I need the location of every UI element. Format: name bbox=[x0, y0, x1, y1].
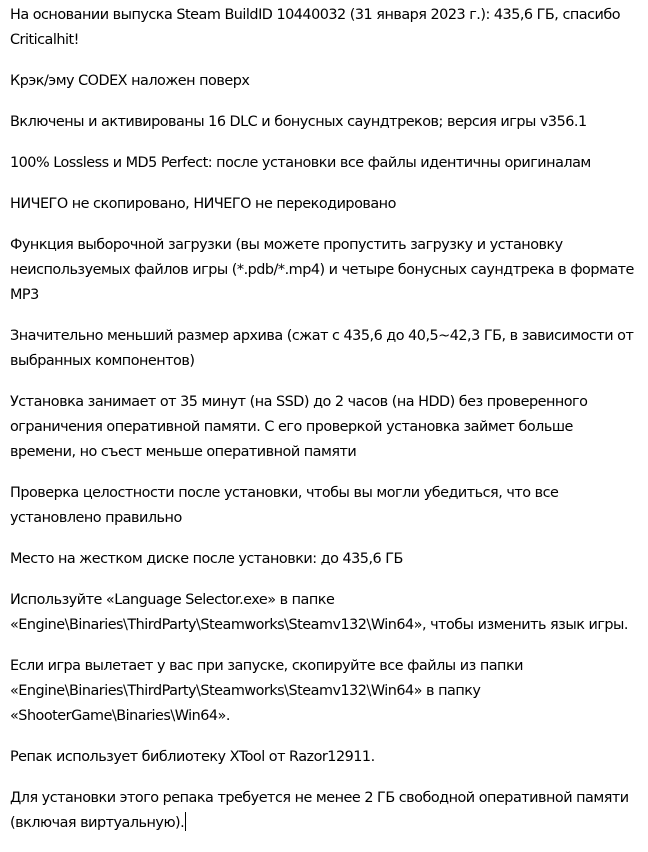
paragraph-lossless: 100% Lossless и MD5 Perfect: после установки все файлы идентичны оригиналам bbox=[10, 155, 591, 171]
paragraph-install-time: Установка занимает от 35 минут (на SSD) до 2 часов (на HDD) без проверенного ограничения оперативной памяти. С его проверкой установка займет больше времени, но съест меньше оперативной памяти bbox=[10, 394, 588, 460]
paragraph-xtool: Репак использует библиотеку XTool от Razor12911. bbox=[10, 749, 375, 765]
paragraph-language-selector: Используйте «Language Selector.exe» в папке «Engine\Binaries\ThirdParty\Steamworks\Steamv132\Win64», чтобы изменить язык игры. bbox=[10, 592, 628, 633]
paragraph-ram-requirement-text: Для установки этого репака требуется не менее 2 ГБ свободной оперативной памяти (включая виртуальную). bbox=[10, 790, 629, 831]
paragraph-build-info: На основании выпуска Steam BuildID 10440032 (31 января 2023 г.): 435,6 ГБ, спасибо Criticalhit! bbox=[10, 7, 621, 48]
paragraph-disk-space: Место на жестком диске после установки: до 435,6 ГБ bbox=[10, 551, 403, 567]
paragraph-archive-size: Значительно меньший размер архива (сжат с 435,6 до 40,5~42,3 ГБ, в зависимости от выбранных компонентов) bbox=[10, 328, 634, 369]
paragraph-crash-fix: Если игра вылетает у вас при запуске, скопируйте все файлы из папки «Engine\Binaries\ThirdParty\Steamworks\Steamv132\Win64» в папку «ShooterGame\Binaries\Win64». bbox=[10, 658, 523, 724]
text-cursor bbox=[185, 812, 186, 831]
paragraph-dlc: Включены и активированы 16 DLC и бонусных саундтреков; версия игры v356.1 bbox=[10, 114, 587, 130]
paragraph-crack: Крэк/эму CODEX наложен поверх bbox=[10, 73, 250, 89]
document-body[interactable] bbox=[10, 3, 640, 852]
paragraph-integrity-check: Проверка целостности после установки, чтобы вы могли убедиться, что все установлено правильно bbox=[10, 485, 559, 526]
paragraph-selective-download: Функция выборочной загрузки (вы можете пропустить загрузку и установку неиспользуемых файлов игры (*.pdb/*.mp4) и четыре бонусных саундтрека в формате MP3 bbox=[10, 237, 634, 303]
paragraph-ram-requirement bbox=[10, 786, 640, 836]
paragraph-nothing-copied: НИЧЕГО не скопировано, НИЧЕГО не перекодировано bbox=[10, 196, 396, 212]
